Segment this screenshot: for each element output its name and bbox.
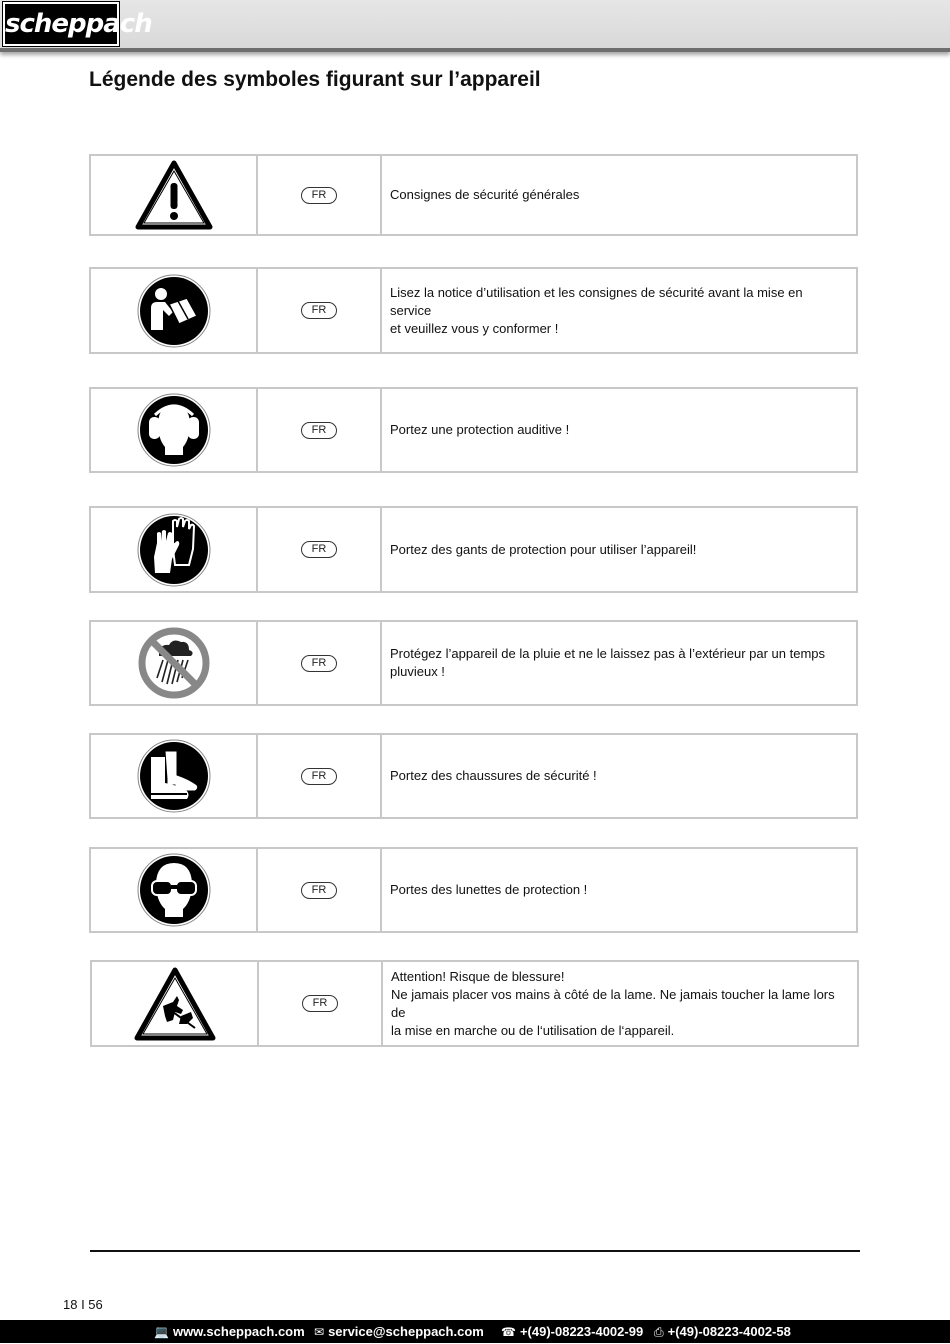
symbol-row	[89, 154, 858, 236]
symbol-description: Portez une protection auditive !	[390, 422, 570, 437]
computer-icon: 💻	[154, 1325, 169, 1339]
language-badge: FR	[302, 995, 339, 1012]
symbol-row	[89, 620, 858, 706]
general-warning-icon	[135, 159, 213, 231]
email-link[interactable]: ✉ service@scheppach.com	[314, 1324, 484, 1339]
header-bar	[0, 0, 950, 52]
telephone-icon: ☎	[501, 1325, 516, 1339]
symbol-description: Consignes de sécurité générales	[390, 187, 580, 202]
envelope-icon: ✉	[314, 1325, 325, 1339]
fax-icon: ⎙	[654, 1325, 664, 1339]
fax-number[interactable]: ⎙ +(49)-08223-4002-58	[654, 1324, 791, 1339]
phone-number[interactable]: ☎ +(49)-08223-4002-99	[501, 1324, 644, 1339]
symbol-row	[89, 506, 858, 593]
symbol-description: Lisez la notice d’utilisation et les consignes de sécurité avant la mise en service et veuillez vous y conformer !	[390, 284, 803, 336]
language-badge: FR	[301, 768, 338, 785]
language-badge: FR	[301, 422, 338, 439]
symbol-row	[90, 960, 859, 1047]
footer-divider	[90, 1250, 860, 1252]
language-badge: FR	[301, 655, 338, 672]
symbol-row	[89, 387, 858, 473]
symbol-description: Portez des chaussures de sécurité !	[390, 768, 597, 783]
no-rain-icon	[137, 626, 211, 700]
footer-bar	[0, 1320, 950, 1343]
language-badge: FR	[301, 302, 338, 319]
symbol-row	[89, 847, 858, 933]
symbol-row	[89, 267, 858, 354]
safety-boots-icon	[137, 739, 211, 813]
symbol-description: Attention! Risque de blessure! Ne jamais placer vos mains à côté de la lame. Ne jamais toucher la lame lors de la mise en marche ou de l‘utilisation de l‘appareil.	[391, 968, 835, 1038]
protective-gloves-icon	[137, 513, 211, 587]
language-badge: FR	[301, 187, 338, 204]
symbol-row	[89, 733, 858, 819]
symbol-description: Portez des gants de protection pour utiliser l’appareil!	[390, 541, 697, 557]
safety-goggles-icon	[137, 853, 211, 927]
website-link[interactable]: 💻 www.scheppach.com	[154, 1324, 305, 1339]
page-title: Légende des symboles figurant sur l’appareil	[89, 68, 541, 91]
hand-injury-warning-icon	[133, 966, 217, 1042]
brand-logo[interactable]: scheppach	[3, 2, 119, 46]
symbol-description: Portes des lunettes de protection !	[390, 882, 588, 897]
ear-protection-icon	[137, 393, 211, 467]
language-badge: FR	[301, 541, 338, 558]
read-manual-icon	[137, 274, 211, 348]
language-badge: FR	[301, 882, 338, 899]
symbol-description: Protégez l’appareil de la pluie et ne le laissez pas à l’extérieur par un temps pluvieux !	[390, 646, 826, 679]
page-number: 18 I 56	[63, 1297, 103, 1312]
